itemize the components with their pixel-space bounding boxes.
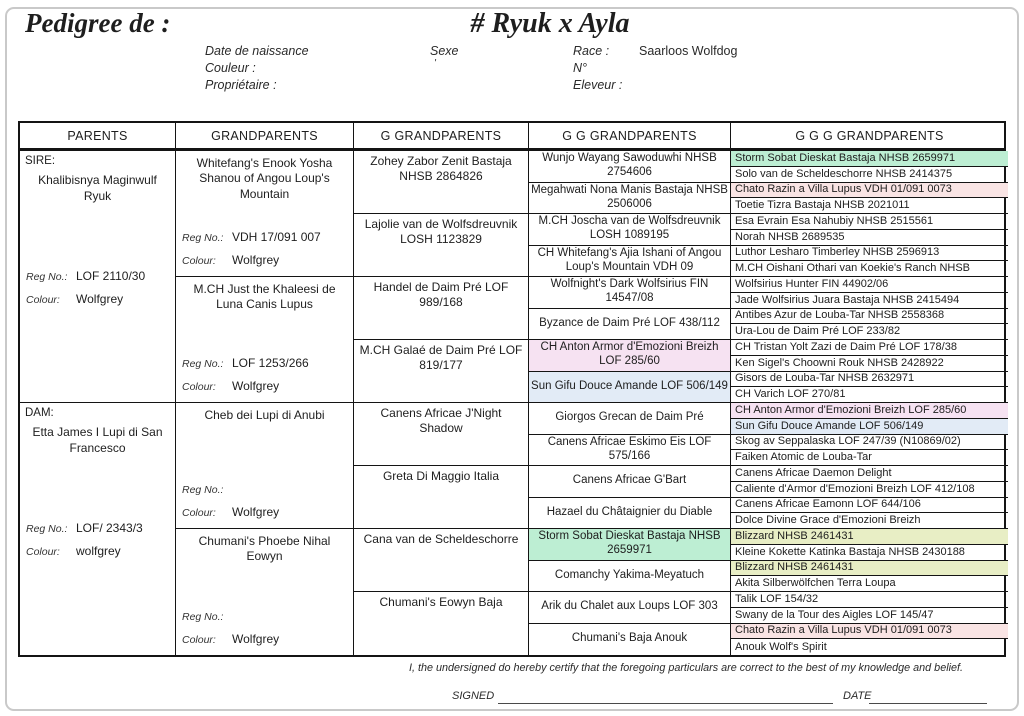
- ggg-grandparent-cell: Ken Sigel's Choowni Rouk NHSB 2428922: [731, 356, 1008, 372]
- g-grandparent-cell: [354, 340, 529, 403]
- ggg-grandparent-cell: Swany de la Tour des Aigles LOF 145/47: [731, 608, 1008, 624]
- colour-value: Wolfgrey: [232, 505, 280, 519]
- grandparent-name: Cheb dei Lupi di Anubi: [204, 408, 325, 422]
- reg-no-label: Reg No.:: [26, 523, 68, 536]
- reg-colour-row: [26, 292, 175, 306]
- page-title: # Ryuk x Ayla: [470, 8, 630, 39]
- spacer: [20, 315, 175, 402]
- colour-value: Wolfgrey: [232, 632, 280, 646]
- gg-grandparent-cell: Wunjo Wayang Sawoduwhi NHSB 2754606: [529, 151, 731, 183]
- g-grandparent-cell: [354, 403, 529, 466]
- ggg-grandparent-cell: CH Anton Armor d'Emozioni Breizh LOF 285/60: [731, 403, 1008, 419]
- colour-label: Colour:: [182, 381, 216, 393]
- gg-grandparent-cell: Canens Africae G'Bart: [529, 466, 731, 498]
- signed-label: SIGNED: [452, 690, 495, 702]
- gg-grandparent-cell: Sun Gifu Douce Amande LOF 506/149: [529, 372, 731, 404]
- reg-colour-row: [26, 544, 175, 558]
- spacer: [176, 313, 353, 356]
- ggg-grandparent-cell: Skog av Seppalaska LOF 247/39 (N10869/02): [731, 435, 1008, 451]
- ggg-grandparent-cell: Luthor Lesharo Timberley NHSB 2596913: [731, 246, 1008, 262]
- g-grandparent-name: Canens Africae J'Night Shadow: [380, 406, 502, 435]
- reg-colour-row: [182, 379, 353, 393]
- g-grandparent-cell: [354, 277, 529, 340]
- ggg-grandparent-cell: Antibes Azur de Louba-Tar NHSB 2558368: [731, 309, 1008, 325]
- column-header-grandparents: GRANDPARENTS: [176, 123, 354, 148]
- ggg-grandparent-cell: Canens Africae Eamonn LOF 644/106: [731, 498, 1008, 514]
- numero-label: N°: [573, 61, 588, 75]
- g-grandparent-cell: [354, 466, 529, 529]
- reg-colour-row: [182, 356, 353, 370]
- date-label: DATE: [843, 690, 872, 702]
- ggg-grandparent-cell: Caliente d'Armor d'Emozioni Breizh LOF 412/108: [731, 482, 1008, 498]
- gg-grandparent-cell: Byzance de Daim Pré LOF 438/112: [529, 309, 731, 341]
- ggg-grandparent-cell: Kleine Kokette Katinka Bastaja NHSB 2430188: [731, 545, 1008, 561]
- ggg-grandparent-cell: CH Varich LOF 270/81: [731, 387, 1008, 403]
- reg-colour-row: [182, 505, 353, 519]
- ggg-grandparent-cell: Chato Razin a Villa Lupus VDH 01/091 0073: [731, 183, 1008, 199]
- gg-grandparent-cell: Hazael du Châtaignier du Diable: [529, 498, 731, 530]
- g-grandparent-name: Chumani's Eowyn Baja: [379, 595, 503, 609]
- column-header-parents: PARENTS: [20, 123, 176, 148]
- reg-colour-row: [182, 230, 353, 244]
- spacer: [176, 423, 353, 484]
- ggg-grandparent-cell: Wolfsirius Hunter FIN 44902/06: [731, 277, 1008, 293]
- gg-grandparent-cell: Giorgos Grecan de Daim Pré: [529, 403, 731, 435]
- gg-grandparent-cell: CH Whitefang's Ajia Ishani of Angou Loup's Mountain VDH 09: [529, 246, 731, 278]
- spacer: [176, 202, 353, 230]
- colour-label: Colour:: [182, 507, 216, 519]
- gg-grandparent-cell: M.CH Joscha van de Wolfsdreuvnik LOSH 1089195: [529, 214, 731, 246]
- reg-no-value: LOF 1253/266: [232, 356, 309, 370]
- spacer: [176, 565, 353, 611]
- reg-colour-row: [182, 632, 353, 646]
- spacer: [20, 567, 175, 655]
- grandparent-cell: [176, 403, 354, 529]
- gg-grandparent-cell: Storm Sobat Dieskat Bastaja NHSB 2659971: [529, 529, 731, 561]
- ggg-grandparent-cell: Storm Sobat Dieskat Bastaja NHSB 2659971: [731, 151, 1008, 167]
- column-header-g-grandparents: G GRANDPARENTS: [354, 123, 529, 148]
- ggg-grandparent-cell: CH Tristan Yolt Zazi de Daim Pré LOF 178/38: [731, 340, 1008, 356]
- grandparent-cell: [176, 151, 354, 277]
- sexe-mark: ': [434, 58, 436, 69]
- pedigree-label: Pedigree de :: [25, 8, 171, 38]
- table-header-row: [18, 121, 1006, 150]
- colour-value: wolfgrey: [76, 544, 121, 559]
- column-header-ggg-grandparents: G G G GRANDPARENTS: [795, 128, 944, 143]
- parent-name: Etta James I Lupi di San Francesco: [32, 425, 163, 455]
- signed-line: [498, 702, 833, 704]
- ggg-grandparent-cell: Norah NHSB 2689535: [731, 230, 1008, 246]
- ggg-grandparent-cell: Akita Silberwölfchen Terra Loupa: [731, 576, 1008, 592]
- gg-grandparent-cell: Canens Africae Eskimo Eis LOF 575/166: [529, 435, 731, 467]
- grandparent-name: Chumani's Phoebe Nihal Eowyn: [198, 534, 331, 564]
- g-grandparent-cell: [354, 214, 529, 277]
- spacer: [20, 456, 175, 521]
- grandparent-cell: [176, 277, 354, 403]
- parent-name: Khalibisnya Maginwulf Ryuk: [38, 173, 157, 203]
- g-grandparent-name: Zohey Zabor Zenit Bastaja NHSB 2864826: [370, 154, 512, 183]
- colour-label: Colour:: [182, 255, 216, 267]
- gg-grandparent-cell: CH Anton Armor d'Emozioni Breizh LOF 285/60: [529, 340, 731, 372]
- reg-no-value: VDH 17/091 007: [232, 230, 321, 244]
- race-value: Saarloos Wolfdog: [639, 44, 738, 58]
- ggg-grandparent-cell: Jade Wolfsirius Juara Bastaja NHSB 2415494: [731, 293, 1008, 309]
- gg-grandparent-cell: Chumani's Baja Anouk: [529, 624, 731, 656]
- eleveur-label: Eleveur :: [573, 78, 623, 92]
- ggg-grandparent-cell: Solo van de Scheldeschorre NHSB 2414375: [731, 167, 1008, 183]
- g-grandparent-cell: [354, 592, 529, 655]
- colour-value: Wolfgrey: [232, 253, 280, 267]
- colour-value: Wolfgrey: [232, 379, 280, 393]
- g-grandparent-name: M.CH Galaé de Daim Pré LOF 819/177: [359, 343, 523, 372]
- reg-no-label: Reg No.:: [26, 270, 68, 283]
- ggg-grandparent-cell: Canens Africae Daemon Delight: [731, 466, 1008, 482]
- date-line: [869, 702, 987, 704]
- ggg-grandparent-cell: Blizzard NHSB 2461431: [731, 561, 1008, 577]
- gg-grandparent-cell: Comanchy Yakima-Meyatuch: [529, 561, 731, 593]
- g-grandparent-name: Handel de Daim Pré LOF 989/168: [373, 280, 509, 309]
- reg-colour-row: [26, 269, 175, 283]
- gg-grandparent-cell: Megahwati Nona Manis Bastaja NHSB 2506006: [529, 183, 731, 215]
- couleur-label: Couleur :: [205, 61, 256, 75]
- sexe-label: Sexe: [430, 44, 459, 58]
- gg-grandparent-cell: Wolfnight's Dark Wolfsirius FIN 14547/08: [529, 277, 731, 309]
- date-de-naissance-label: Date de naissance: [205, 44, 309, 58]
- g-grandparent-name: Greta Di Maggio Italia: [382, 469, 500, 483]
- colour-label: Colour:: [26, 293, 60, 306]
- g-grandparent-cell: [354, 151, 529, 214]
- parent-cell-sire: [20, 151, 176, 403]
- reg-no-value: LOF/ 2343/3: [76, 521, 143, 536]
- pedigree-table: [18, 121, 1006, 657]
- race-label: Race :: [573, 44, 610, 58]
- spacer: [20, 204, 175, 269]
- g-grandparent-name: Lajolie van de Wolfsdreuvnik LOSH 1123829: [364, 217, 518, 246]
- ggg-grandparent-cell: Blizzard NHSB 2461431: [731, 529, 1008, 545]
- g-grandparent-cell: [354, 529, 529, 592]
- pedigree-grid: [18, 150, 1006, 657]
- colour-value: Wolfgrey: [76, 291, 124, 306]
- ggg-grandparent-cell: Toetie Tizra Bastaja NHSB 2021011: [731, 198, 1008, 214]
- gg-grandparent-cell: Arik du Chalet aux Loups LOF 303: [529, 592, 731, 624]
- ggg-grandparent-cell: Anouk Wolf's Spirit: [735, 640, 827, 653]
- ggg-grandparent-cell: Esa Evrain Esa Nahubiy NHSB 2515561: [731, 214, 1008, 230]
- reg-colour-row: [182, 253, 353, 267]
- ggg-grandparent-cell: Ura-Lou de Daim Pré LOF 233/82: [731, 324, 1008, 340]
- ggg-grandparent-cell: Gisors de Louba-Tar NHSB 2632971: [731, 372, 1008, 388]
- reg-no-label: Reg No.:: [182, 484, 224, 496]
- ggg-grandparent-cell: Faiken Atomic de Louba-Tar: [731, 450, 1008, 466]
- reg-no-label: Reg No.:: [182, 358, 224, 370]
- reg-colour-row: [182, 484, 353, 496]
- colour-label: Colour:: [182, 634, 216, 646]
- colour-label: Colour:: [26, 546, 60, 559]
- parent-role-label: DAM:: [25, 407, 54, 419]
- ggg-grandparent-cell: Sun Gifu Douce Amande LOF 506/149: [731, 419, 1008, 435]
- grandparent-name: Whitefang's Enook Yosha Shanou of Angou Loup's Mountain: [196, 156, 333, 201]
- grandparent-cell: [176, 529, 354, 655]
- grandparent-name: M.CH Just the Khaleesi de Luna Canis Lupus: [193, 282, 336, 312]
- reg-no-value: LOF 2110/30: [76, 268, 146, 283]
- parent-cell-dam: [20, 403, 176, 655]
- reg-no-label: Reg No.:: [182, 232, 224, 244]
- ggg-grandparent-cell: Dolce Divine Grace d'Emozioni Breizh: [731, 513, 1008, 529]
- g-grandparent-name: Cana van de Scheldeschorre: [363, 532, 519, 546]
- certification-text: I, the undersigned do hereby certify that the foregoing particulars are correct to the best of my knowledge and belief.: [409, 662, 963, 674]
- reg-no-label: Reg No.:: [182, 611, 224, 623]
- ggg-grandparent-cell: Talik LOF 154/32: [731, 592, 1008, 608]
- ggg-grandparent-cell: M.CH Oishani Othari van Koekie's Ranch NHSB: [731, 261, 1008, 277]
- proprietaire-label: Propriétaire :: [205, 78, 277, 92]
- reg-colour-row: [182, 611, 353, 623]
- ggg-grandparent-cell: Chato Razin a Villa Lupus VDH 01/091 0073: [731, 624, 1008, 640]
- parent-role-label: SIRE:: [25, 155, 56, 167]
- column-header-gg-grandparents: G G GRANDPARENTS: [529, 123, 731, 148]
- reg-colour-row: [26, 521, 175, 535]
